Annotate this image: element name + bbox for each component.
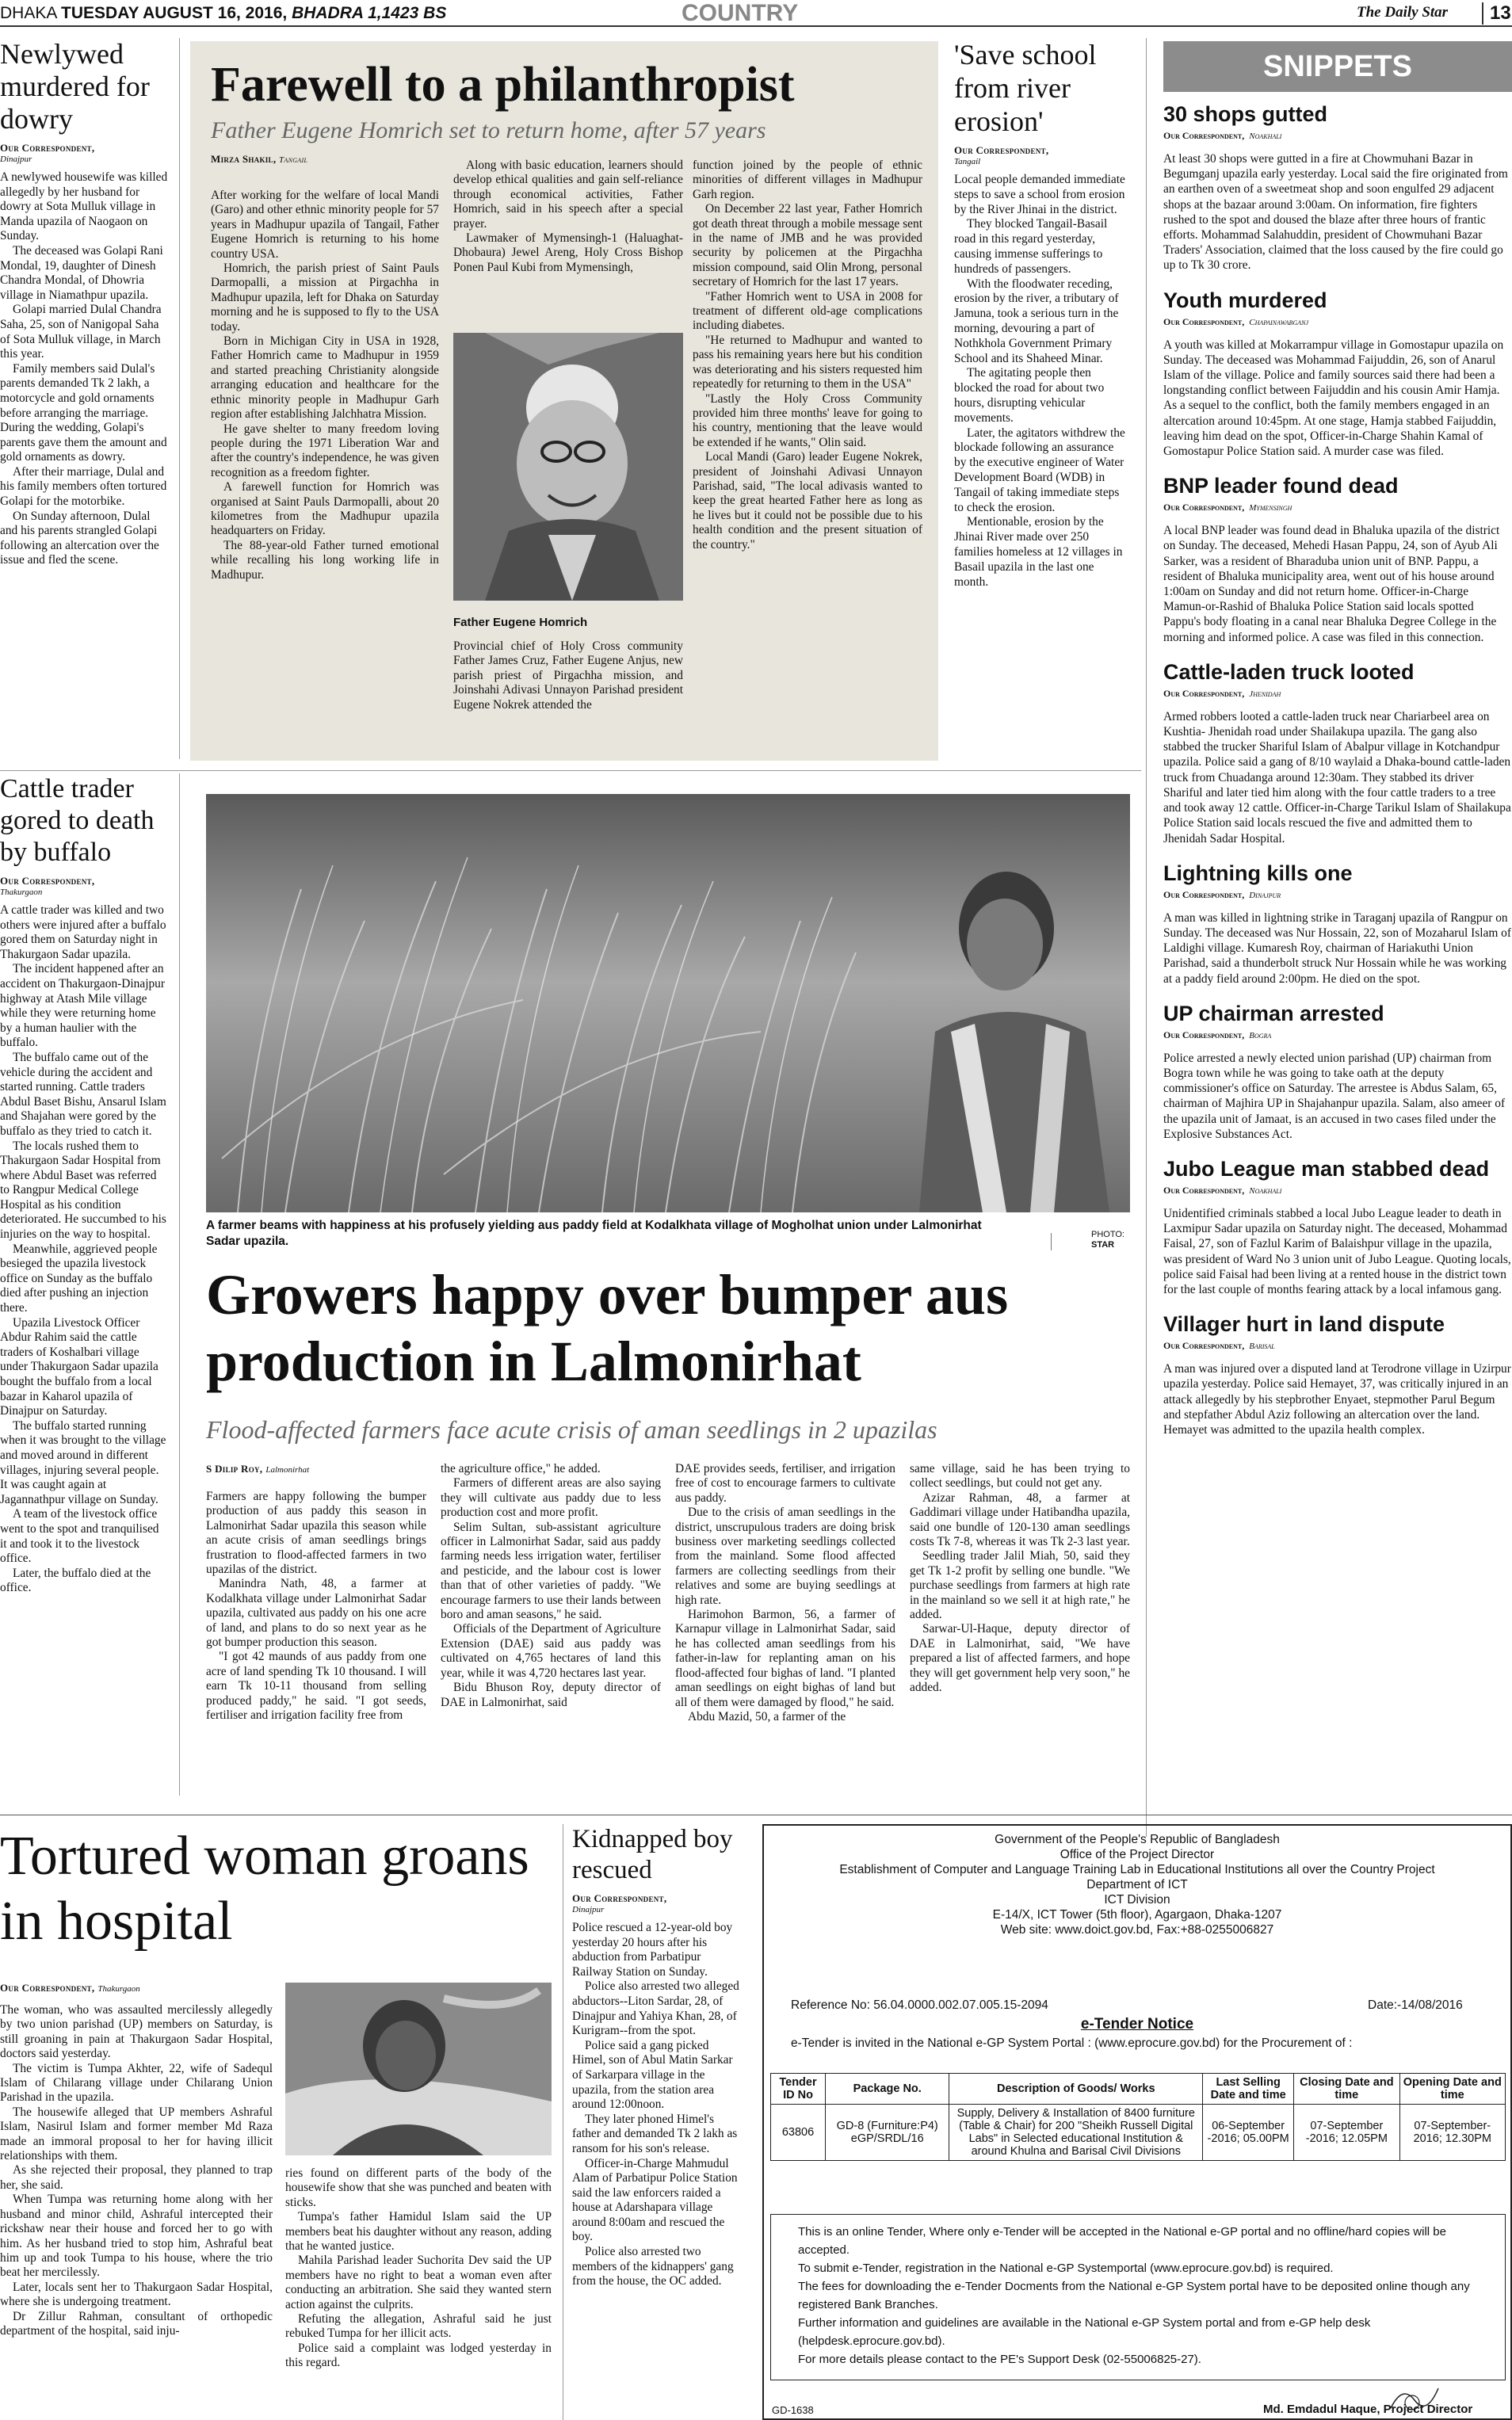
paragraph: Dr Zillur Rahman, consultant of orthopedic department of the hospital, said inju- [0,2309,273,2338]
paragraph: The locals rushed them to Thakurgaon Sadar Hospital from where Abdul Baset was referred to Rangpur Medical College Hospital as his condition deteriorated. He succumbed to his injuries on the way to hospital. [0,1139,166,1242]
paragraph: Golapi married Dulal Chandra Saha, 25, son of Nanigopal Saha of Sota Mulluk village, in March this year. [0,303,162,361]
paragraph: Harimohon Barmon, 56, a farmer of Karnapur village in Lalmonirhat Sadar, said he has collected aman seedlings from his father-in-law for replanting aman on his flood-affected four bighas of land. "I planted aman seedlings on eight bighas of land but all of them were damaged by flood," he said. [675,1608,895,1709]
snippet-item [1163,659,1512,846]
paragraph: Selim Sultan, sub-assistant agriculture officer in Lalmonirhat Sadar, said aus paddy farming needs less irrigation water, fertiliser and pesticide, and the labour cost is lower than that of other varieties of paddy. "We encourage farmers to use their lands between boro and aman seasons," he said. [441,1520,661,1622]
paragraph: Mentionable, erosion by the Jhinai River made over 250 families homeless at 12 villages in Basail upazila in the last one month. [954,515,1123,589]
snippet-byline: Our Correspondent, Barisal [1163,1340,1275,1352]
farewell-col1 [211,189,439,582]
farewell-photo [453,333,683,601]
snippet-item [1163,861,1512,987]
paragraph: After their marriage, Dulal and his family members often tortured Golapi for the motorbike. [0,464,167,509]
paddy-photo-caption: A farmer beams with happiness at his profusely yielding aus paddy field at Kodalkhata village of Mogholhat union under Lalmonirhat Sadar upazila. [206,1219,982,1248]
farewell-headline: Farewell to a philanthropist [211,58,795,112]
erosion-byline: Our Correspondent, [954,144,1049,156]
paragraph: Farmers are happy following the bumper production of aus paddy this season in Lalmonirhat Sadar upazila this season while an acute crisis of aman seedlings brings frustration to flood-affected farmers in two upazilas of the district. [206,1490,426,1577]
paragraph: Police also arrested two members of the kidnappers' gang from the house, the OC added. [572,2245,734,2288]
paragraph: With the floodwater receding, erosion by the river, a tributary of Jamuna, took a serious turn in the morning, devouring a part of Nothkhola Government Primary School and its Shaheed Minar. [954,277,1119,365]
dowry-location: Dinajpur [0,155,32,164]
growers-col2 [441,1462,661,1710]
tortured-photo [285,1983,552,2155]
article-tortured [0,1824,558,2420]
tender-note: This is an online Tender, Where only e-Tender will be accepted in the National e-GP portal and no offline/hard copies will be accepted. [798,2225,1446,2257]
cattle-body [0,903,168,1596]
farewell-col2-top [453,158,683,275]
snippet-item [1163,1311,1512,1437]
dowry-headline: Newlywed murdered for dowry [0,38,150,135]
paragraph: Provincial chief of Holy Cross community Father James Cruz, Father Eugene Anjus, new parish priest of Pirgachha mission, and Joinshahi Adivasi Unnayon Parishad president Eugene Nokrek attended the [453,639,683,712]
paragraph: Police rescued a 12-year-old boy yesterday 20 hours after his abduction from Parbatipur Railway Station on Sunday. [572,1921,733,1979]
tender-note: The fees for downloading the e-Tender Docments from the National e-GP System portal have to be deposited online though any registered Bank Branches. [798,2280,1470,2311]
tender-gd-number: GD-1638 [772,2404,814,2416]
article-dowry [0,38,168,568]
tender-note: For more details please contact to the PE's Support Desk (02-55006825-27). [798,2353,1201,2366]
paragraph: A cattle trader was killed and two others were injured after a buffalo gored them on Saturday night in Thakurgaon Sadar upazila. [0,903,166,961]
tender-department: Department of ICT [1086,1878,1188,1891]
erosion-body [954,173,1127,590]
paragraph: He gave shelter to many freedom loving people during the 1971 Liberation War and after the country's independence, he was given recognition as a freedom fighter. [211,422,439,479]
tender-notice [762,1824,1512,2420]
paragraph: Officials of the Department of Agriculture Extension (DAE) said aus paddy was cultivated on 4,765 hectares of land this year, while it was 4,720 hectares last year. [441,1622,661,1680]
cattle-location: Thakurgaon [0,887,43,897]
cattle-byline: Our Correspondent, [0,875,95,887]
growers-col3 [675,1462,895,1724]
growers-col4 [910,1462,1130,1696]
table-row [771,2105,1506,2161]
paragraph: Sarwar-Ul-Haque, deputy director of DAE in Lalmonirhat, said, "We have prepared a list of affected farmers, and hope they will get government help very soon," he added. [910,1622,1130,1695]
tender-signatory: Md. Emdadul Haque, Project Director [1263,2403,1473,2416]
paragraph: When Tumpa was returning home along with her husband and minor child, Ashraful intercepted their rickshaw near their house and forced her to go with him. As her husband tried to stop him, Ashraful beat him up and took Tumpa to his house, where the trio beat her mercilessly. [0,2193,273,2280]
priest-portrait-icon [453,333,683,601]
tender-intro: e-Tender is invited in the National e-GP System Portal : (www.eprocure.gov.bd) for the Procurement of : [791,2036,1353,2050]
header-dateline [0,4,446,23]
tortured-headline: Tortured woman groans in hospital [0,1826,529,1952]
snippet-item [1163,288,1512,460]
paragraph: Bidu Bhuson Roy, deputy director of DAE in Lalmonirhat, said [441,1681,661,1709]
paragraph: Local Mandi (Garo) leader Eugene Nokrek, president of Joinshahi Adivasi Unnayon Parishad, said, "The local adivasis wanted to keep the great hearted Father here as long as he lives but it could not be possible due to his health condition and the present situation of the country." [693,450,922,552]
growers-byline: S Dilip Roy, Lalmonirhat [206,1463,310,1475]
paragraph: The buffalo started running when it was brought to the village and moved around in different villages, injuring several people. It was caught again at Jagannathpur village on Sunday. [0,1418,166,1506]
kidnapped-headline: Kidnapped boy rescued [572,1825,733,1884]
article-cattle [0,773,168,1596]
article-erosion [954,38,1127,590]
snippet-item [1163,1001,1512,1142]
kidnapped-body [572,1921,740,2289]
header-masthead: The Daily Star [1357,4,1449,21]
paragraph: Upazila Livestock Officer Abdur Rahim said the cattle traders of Koshalbari village under Thakurgaon Sadar upazila bought the buffalo from a local bazar in Kaharol upazila of Dinajpur on Saturday. [0,1315,158,1418]
snippet-byline: Our Correspondent, Jhenidah [1163,687,1281,699]
growers-col1 [206,1490,426,1723]
snippet-item [1163,101,1512,273]
farewell-col2-bottom [453,639,683,712]
tender-cell-id: 63806 [771,2105,826,2161]
paragraph: A farewell function for Homrich was organised at Saint Pauls Darmopalli, about 20 kilometres from the Madhupur upazila headquarters on Friday. [211,480,439,538]
dowry-body [0,170,168,568]
tender-notes-box [770,2214,1506,2380]
paragraph: The victim is Tumpa Akhter, 22, wife of Sadequl Islam of Chilarang village under Chilarang Union Parishad in the upazila. [0,2061,273,2105]
paragraph: A team of the livestock office went to the spot and tranquilised it and took it to the livestock office. [0,1507,159,1566]
dowry-byline: Our Correspondent, [0,142,95,154]
kidnapped-byline: Our Correspondent, [572,1892,667,1904]
tender-notice-title: e-Tender Notice [1080,2016,1194,2033]
tender-col-id: Tender ID No [771,2074,826,2105]
paragraph: function joined by the people of ethnic minorities of different villages in Madhupur Garh region. [693,158,922,201]
snippet-title: Cattle-laden truck looted [1163,659,1415,684]
farewell-subtitle: Father Eugene Homrich set to return home, after 57 years [211,117,766,143]
tender-office: Office of the Project Director [1060,1848,1215,1861]
paragraph: On December 22 last year, Father Homrich got death threat through a mobile message sent in the name of JMB and he was provided security by policemen at the Pirgachha mission compound, said Olin Mrong, personal secretary of Homrich for the last 17 years. [693,202,922,289]
paragraph: "He returned to Madhupur and wanted to pass his remaining years here but his condition was deteriorating and his sisters requested him repeatedly for returning to them in the USA" [693,333,922,391]
header-section: COUNTRY [682,0,799,26]
cattle-headline: Cattle trader gored to death by buffalo [0,774,155,867]
paragraph: Officer-in-Charge Mahmudul Alam of Parbatipur Police Station said the law enforcers raided a house at Adarshapara village around 8:00am and rescued the boy. [572,2156,738,2244]
tender-address: E-14/X, ICT Tower (5th floor), Agargaon, Dhaka-1207 [992,1908,1282,1922]
snippet-body: A youth was killed at Mokarrampur village in Gomostapur upazila on Sunday. The deceased was Mohammad Faijuddin, 26, son of Anarul Islam of the village. Police and family sources said there had been a longstanding conflict between Faijuddin and his cousin Amir Hamja. As a sequel to the conflict, both the family members engaged in an altercation around 10:45pm. At one stage, Hamja stabbed Faijuddin, leaving him dead on the spot, Officer-in-Charge Shahin Kamal of Gomostapur Police Station said. A murder case was filed. [1163,338,1504,459]
erosion-headline: 'Save school from river erosion' [954,39,1097,137]
snippet-body: Armed robbers looted a cattle-laden truck near Chariarbeel area on Kushtia- Jhenidah road under Shailakupa upazila. The gang also stabbed the trucker Shariful Islam of Abalpur village in Kotchandpur upazila. Police said a gang of 8/10 waylaid a Dhaka-bound cattle-laden truck from Chuadanga around 12:30am. They stabbed its driver Shariful and later tied him along with the four cattle traders to a tree and took away 12 cattle. Officer-in-Charge Tarikul Islam of Shailakupa Police Station said locals rescued the five and admitted them to Jhenidah Sadar Hospital. [1163,709,1511,845]
tender-cell-last-selling: 06-September -2016; 05.00PM [1203,2105,1294,2161]
tender-col-description: Description of Goods/ Works [949,2074,1203,2105]
snippet-item [1163,473,1512,645]
paragraph: A newlywed housewife was killed allegedly by her husband for dowry at Sota Mulluk village in Manda upazila of Naogaon on Sunday. [0,170,168,243]
paragraph: Seedling trader Jalil Miah, 50, said they get Tk 1-2 profit by selling one bundle. "We purchase seedlings from farmers at high rate in the mainland so we sell it at high rate," he added. [910,1549,1130,1622]
paragraph: Manindra Nath, 48, a farmer at Kodalkhata village under Lalmonirhat Sadar upazila, cultivated aus paddy on his one acre of land, and plans to do so next year as he got bumper production this season. [206,1577,426,1650]
kidnapped-location: Dinajpur [572,1905,605,1914]
tender-col-closing: Closing Date and time [1294,2074,1399,2105]
paragraph: The buffalo came out of the vehicle during the accident and started running. Cattle traders Abdul Baset Bishu, Ansarul Islam and Shajahan were gored by the buffalo as they tried to catch it. [0,1050,166,1138]
paragraph: Along with basic education, learners should develop ethical qualities and gain self-reliance through economical activities, Father Homrich, said in his speech after a special prayer. [453,158,683,231]
growers-subtitle: Flood-affected farmers face acute crisis of aman seedlings in 2 upazilas [206,1415,937,1444]
tender-col-package: Package No. [826,2074,949,2105]
tender-cell-opening: 07-September-2016; 12.30PM [1399,2105,1505,2161]
tender-date: Date:-14/08/2016 [1368,1998,1463,2012]
paragraph: Lawmaker of Mymensingh-1 (Haluaghat-Dhobaura) Jewel Areng, Holy Cross Bishop Ponen Paul Kubi from Mymensingh, [453,231,683,274]
tender-table [770,2073,1506,2161]
snippet-byline: Our Correspondent, Noakhali [1163,1184,1282,1196]
snippets-panel [1163,41,1512,1452]
snippet-title: Jubo League man stabbed dead [1163,1156,1490,1181]
header-city: DHAKA [0,4,57,22]
snippet-list [1163,101,1512,1437]
paragraph: The deceased was Golapi Rani Mondal, 19, daughter of Dinesh Chandra Mondal, of Dhowria village in Niamathpur upazila. [0,243,163,302]
farewell-byline: Mirza Shakil, Tangail [211,153,308,165]
tender-cell-package: GD-8 (Furniture:P4) eGP/SRDL/16 [826,2105,949,2161]
tender-gov: Government of the People's Republic of Bangladesh [995,1833,1280,1846]
paragraph: They blocked Tangail-Basail road in this regard yesterday, causing immense sufferings to hundreds of passengers. [954,217,1108,276]
paragraph: On Sunday afternoon, Dulal and his parents strangled Golapi following an altercation over the issue and fled the scene. [0,509,159,567]
snippet-title: BNP leader found dead [1163,474,1399,498]
snippet-title: Lightning kills one [1163,861,1353,885]
snippet-byline: Our Correspondent, Dinajpur [1163,888,1281,900]
snippet-body: A man was injured over a disputed land at Terodrone village in Uzirpur upazila yesterday. Police said Hemayet, 37, was critically injured in an attack allegedly by his stepbrother Enyaet, stepmother Parul Begum and stepfather Abdul Aziz following an altercation over the land. Hemayet was admitted to the upazila health complex. [1163,1362,1511,1437]
hospital-patient-image [285,1983,552,2155]
growers-headline: Growers happy over bumper aus production in Lalmonirhat [206,1263,1009,1393]
paragraph: Due to the crisis of aman seedlings in the district, unscrupulous traders are doing brisk business over marketing seedlings collected from the mainland. Some flood affected farmers are collecting seedlings from their relatives and some are buying seedlings at high rate. [675,1506,895,1607]
tortured-col1 [0,2003,273,2338]
tender-cell-closing: 07-September -2016; 12.05PM [1294,2105,1399,2161]
paragraph: "I got 42 maunds of aus paddy from one acre of land spending Tk 10 thousand. I will earn Tk 10-11 thousand from selling produced paddy," he said. "I got seeds, fertiliser and irrigation facility free from [206,1650,426,1723]
paragraph: The woman, who was assaulted mercilessly allegedly by two union parishad (UP) members on Saturday, is still groaning in pain at Thakurgaon Sadar Hospital, doctors said yesterday. [0,2003,273,2061]
snippet-body: At least 30 shops were gutted in a fire at Chowmuhani Bazar in Begumganj upazila early yesterday. Local said the fire originated from an earthen oven of a sweetmeat shop and soon engulfed 29 adjacent shops at the bazaar around 3:00am. On information, fire fighters rushed to the spot and doused the blaze after three hours of frantic efforts. Mohammad Salahuddin, president of Chowmuhani Bazar Traders' Association, claimed that the loss caused by the fire could go up to Tk 30 crore. [1163,152,1508,273]
snippet-byline: Our Correspondent, Mymensingh [1163,502,1292,513]
snippet-byline: Our Correspondent, Chapainawabganj [1163,315,1308,327]
paragraph: Homrich, the parish priest of Saint Pauls Darmopalli, a mission at Pirgachha in Madhupur upazila, left for Dhaka on Saturday morning and he is supposed to fly to the USA today. [211,261,439,334]
header-bangla-date: BHADRA 1,1423 BS [292,4,447,22]
paragraph: Local people demanded immediate steps to save a school from erosion by the River Jhinai in the district. [954,173,1125,216]
paragraph: Later, locals sent her to Thakurgaon Sadar Hospital, where she is undergoing treatment. [0,2280,273,2309]
paragraph: The incident happened after an accident on Thakurgaon-Dinajpur highway at Atash Mile village while they were returning home by a human haulier with the buffalo. [0,962,165,1050]
paragraph: the agriculture office," he added. [441,1462,601,1475]
snippet-body: A local BNP leader was found dead in Bhaluka upazila of the district on Sunday. The deceased, Mehedi Hasan Pappu, 24, son of Ayub Ali Sarker, was a resident of Bharaduba union unit of BNP. Pappu, a resident of Bhaluka municipality area, went out of his house around 1:00am on Sunday and did not return home. Officer-in-Charge Mamun-or-Rashid of Bhaluka Police Station said locals spotted Pappu's body floating in a canal near Bhaluka Degree College in the morning and informed police. A case was filed in this connection. [1163,524,1500,644]
tender-table-header [771,2074,1506,2105]
snippet-title: Villager hurt in land dispute [1163,1312,1445,1337]
erosion-location: Tangail [954,157,981,166]
photo-credit-label: PHOTO: [1091,1230,1124,1239]
paragraph: DAE provides seeds, fertiliser, and irrigation free of cost to encourage farmers to cultivate aus paddy. [675,1462,895,1505]
tender-header [764,1826,1510,1937]
paragraph: "Father Homrich went to USA in 2008 for treatment of different old-age complications including diabetes. [693,289,922,333]
tender-col-last-selling: Last Selling Date and time [1203,2074,1294,2105]
snippet-title: Youth murdered [1163,288,1327,312]
paragraph: Police said a gang picked Himel, son of Abul Matin Sarkar of Sarkarpara village in the upazila, from the station area around 12:00noon. [572,2038,733,2112]
tortured-col2 [285,2166,552,2371]
snippet-item [1163,1156,1512,1297]
paragraph: Abdu Mazid, 50, a farmer of the [688,1709,846,1723]
paragraph: Born in Michigan City in USA in 1928, Father Homrich came to Madhupur in 1959 and started preaching Christianity alongside arranging education and healthcare for the ethnic minority people in Madhupur Garh region after establishing Jalchhatra Mission. [211,334,439,422]
article-farewell [190,41,938,761]
paragraph: ries found on different parts of the body of the housewife show that she was punched and beaten with sticks. [285,2166,552,2209]
snippet-body: A man was killed in lightning strike in Taraganj upazila of Rangpur on Sunday. The deceased was Nur Hossain, 22, son of Mozaharul Islam of Laldighi village. Kumaresh Roy, chairman of Hariakuthi Union Parishad, said a thunderbolt struck Nur Hossain while he was working at a paddy field around 2:00pm. He died on the spot. [1163,910,1511,986]
paragraph: Family members said Dulal's parents demanded Tk 2 lakh, a motorcycle and gold ornaments before arranging the marriage. During the wedding, Golapi's parents gave them the amount and gold ornaments as dowry. [0,361,167,464]
paragraph: Mahila Parishad leader Suchorita Dev said the UP members have no right to beat a woman even after conducting an arbitration. She said they wanted stern action against the culprits. [285,2254,552,2311]
tender-note: Further information and guidelines are available in the National e-GP System portal and from e-GP help desk (helpdesk.eprocure.gov.bd). [798,2316,1371,2348]
snippet-byline: Our Correspondent, Noakhali [1163,130,1282,141]
paragraph: Police also arrested two alleged abductors--Liton Sardar, 28, of Dinajpur and Yahiya Khan, 28, of Kurigram--from the spot. [572,1979,739,2038]
tender-note: To submit e-Tender, registration in the National e-GP Systemportal (www.eprocure.gov.bd) is required. [798,2262,1334,2275]
header-page-number: 13 [1482,2,1511,25]
paragraph: "Lastly the Holy Cross Community provided him three months' leave for going to his country, mentioning that the leave would be extended if he wants," Olin said. [693,391,922,449]
paragraph: Azizar Rahman, 48, a farmer at Gaddimari village under Hatibandha upazila, said one bundle of 120-130 aman seedlings costs Tk 7-8, whereas it was Tk 2-3 last year. [910,1491,1130,1549]
paragraph: The 88-year-old Father turned emotional while recalling his long working life in Madhupur. [211,538,439,582]
photo-credit-source: STAR [1091,1240,1115,1250]
paragraph: They later phoned Himel's father and demanded Tk 2 lakh as ransom for his son's release. [572,2112,738,2155]
farewell-photo-caption: Father Eugene Homrich [453,616,588,629]
paragraph: Tumpa's father Hamidul Islam said the UP members beat his daughter without any reason, adding that he wanted justice. [285,2210,552,2254]
tender-cell-description: Supply, Delivery & Installation of 8400 furniture (Table & Chair) for 200 "Sheikh Russell Digital Labs" in Selected educational Institution & around Khulna and Barisal Civil Divisions [949,2105,1203,2161]
article-kidnapped [572,1824,740,2289]
paragraph: As she rejected their proposal, they planned to trap her, she said. [0,2163,273,2192]
tender-project: Establishment of Computer and Language Training Lab in Educational Institutions all over the Country Project [839,1863,1435,1876]
paragraph: Police said a complaint was lodged yesterday in this regard. [285,2341,552,2370]
snippets-header: SNIPPETS [1163,41,1512,92]
paragraph: The housewife alleged that UP members Ashraful Islam, Nasirul Islam and former member Md Raza made an immoral proposal to her for having illicit relationships with them. [0,2105,273,2163]
tender-reference: Reference No: 56.04.0000.002.07.005.15-2094 [791,1998,1048,2012]
paragraph: Farmers of different areas are also saying they will cultivate aus paddy due to less production cost and more profit. [441,1476,661,1520]
snippet-body: Unidentified criminals stabbed a local Jubo League leader to death in Laxmipur Sadar upazila on Saturday night. The deceased, Mohammad Faisal, 27, son of Fazlul Karim of Balaishpur village in the upazila, was president of Ward No 3 union unit of Jubo League. Quoting locals, police said Faisal had been living at a rented house in the district town for the last couple of months fearing attack by a local infamous gang. [1163,1206,1511,1296]
farewell-col3 [693,158,922,552]
header-date: TUESDAY AUGUST 16, 2016, [61,4,288,22]
paragraph: Meanwhile, aggrieved people besieged the upazila livestock office on Sunday as the buffalo died after pushing an injection there. [0,1242,158,1315]
paragraph: Later, the agitators withdrew the blockade following an assurance by the executive engineer of Water Development Board (WDB) in Tangail of taking immediate steps to check the erosion. [954,426,1125,514]
paragraph: same village, said he has been trying to collect seedlings, but could not get any. [910,1462,1130,1491]
tortured-byline: Our Correspondent, Thakurgaon [0,1982,140,1994]
paragraph: Refuting the allegation, Ashraful said he just rebuked Tumpa for her illicit acts. [285,2312,552,2341]
paragraph: After working for the welfare of local Mandi (Garo) and other ethnic minority people for 57 years in Madhupur upazila of Tangail, Father Eugene Homrich is returning to his home country USA. [211,189,439,261]
paragraph: The agitating people then blocked the road for about two hours, disrupting vehicular movements. [954,366,1105,425]
tender-col-opening: Opening Date and time [1399,2074,1505,2105]
tender-website: Web site: www.doict.gov.bd, Fax:+88-0255006827 [1000,1923,1274,1937]
paddy-photo-credit [1091,1230,1124,1250]
paddy-field-photo [206,794,1130,1212]
page-header [0,0,1512,27]
paddy-farmer-image [206,794,1130,1212]
paragraph: Later, the buffalo died at the office. [0,1566,151,1595]
snippet-title: 30 shops gutted [1163,102,1328,126]
snippet-byline: Our Correspondent, Bogra [1163,1029,1272,1040]
snippet-body: Police arrested a newly elected union parishad (UP) chairman from Bogra town while he was going to take oath at the deputy commissioner's office on Saturday. The arrestee is Abdus Salam, 65, chairman of Majhira UP in Shajahanpur upazila. Salam, also ameer of the upazila unit of Jamaat, is an accused in two cases filed under the Explosive Substances Act. [1163,1051,1506,1141]
tender-division: ICT Division [1104,1893,1170,1907]
snippet-title: UP chairman arrested [1163,1001,1384,1025]
